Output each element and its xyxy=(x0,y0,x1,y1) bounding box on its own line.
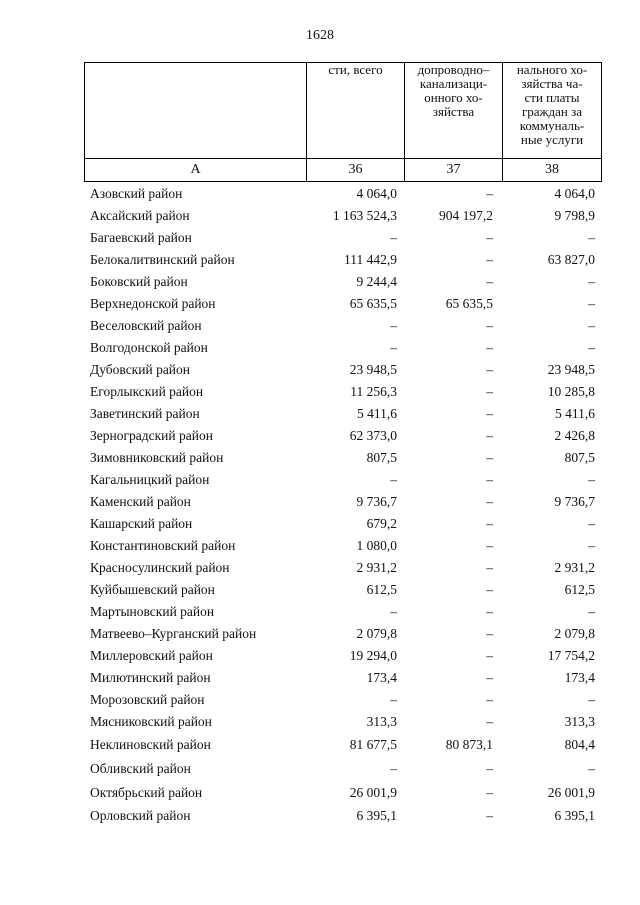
table-header xyxy=(84,62,602,182)
row-value-36: 9 736,7 xyxy=(356,494,397,509)
row-value-36: 173,4 xyxy=(366,670,397,685)
row-value-38: 63 827,0 xyxy=(547,252,595,267)
row-value-38: – xyxy=(588,538,595,553)
row-value-36: – xyxy=(390,472,397,487)
row-district-name: Веселовский район xyxy=(90,318,202,333)
table-row xyxy=(84,448,601,468)
row-district-name: Неклиновский район xyxy=(90,737,211,752)
row-value-36: 2 079,8 xyxy=(356,626,397,641)
row-value-38: 26 001,9 xyxy=(547,785,595,800)
header-num-36: 36 xyxy=(307,159,405,182)
table-row xyxy=(84,426,601,446)
row-district-name: Боковский район xyxy=(90,274,188,289)
row-value-36: 62 373,0 xyxy=(349,428,397,443)
row-value-38: – xyxy=(588,516,595,531)
header-num-a: А xyxy=(85,159,307,182)
row-value-38: 173,4 xyxy=(564,670,595,685)
row-value-36: 23 948,5 xyxy=(349,362,397,377)
table-row xyxy=(84,382,601,402)
row-district-name: Октябрьский район xyxy=(90,785,203,800)
row-value-36: 1 163 524,3 xyxy=(332,208,397,223)
table-row xyxy=(84,206,601,226)
row-value-38: 4 064,0 xyxy=(554,186,595,201)
row-district-name: Зимовниковский район xyxy=(90,450,224,465)
row-value-36: 65 635,5 xyxy=(349,296,397,311)
row-value-36: 19 294,0 xyxy=(349,648,397,663)
row-value-36: – xyxy=(390,604,397,619)
row-value-36: 679,2 xyxy=(366,516,397,531)
row-value-37: – xyxy=(486,692,493,707)
row-value-37: – xyxy=(486,604,493,619)
row-value-36: – xyxy=(390,340,397,355)
page-number: 1628 xyxy=(306,28,334,43)
row-value-38: – xyxy=(588,318,595,333)
row-value-36: – xyxy=(390,692,397,707)
row-value-37: – xyxy=(486,384,493,399)
table-row xyxy=(84,558,601,578)
row-value-36: – xyxy=(390,761,397,776)
table-row xyxy=(84,536,601,556)
table-row xyxy=(84,360,601,380)
row-value-38: 9 736,7 xyxy=(554,494,595,509)
row-district-name: Кашарский район xyxy=(90,516,193,531)
row-value-38: – xyxy=(588,604,595,619)
row-value-37: 80 873,1 xyxy=(445,737,493,752)
row-district-name: Зерноградский район xyxy=(90,428,213,443)
row-value-38: – xyxy=(588,340,595,355)
row-district-name: Обливский район xyxy=(90,761,191,776)
table-row xyxy=(84,316,601,336)
row-value-37: – xyxy=(486,808,493,823)
table-row xyxy=(84,759,601,779)
row-district-name: Матвеево–Курганский район xyxy=(90,626,257,641)
table-row xyxy=(84,624,601,644)
header-col-37: допроводно– канализаци- онного хо- зяйства xyxy=(405,63,503,159)
row-value-37: – xyxy=(486,186,493,201)
table-row xyxy=(84,712,601,732)
table-row xyxy=(84,735,601,755)
row-value-36: 111 442,9 xyxy=(344,252,397,267)
row-value-38: – xyxy=(588,274,595,289)
row-value-37: 65 635,5 xyxy=(445,296,493,311)
row-district-name: Мясниковский район xyxy=(90,714,212,729)
row-value-37: – xyxy=(486,538,493,553)
row-value-37: – xyxy=(486,494,493,509)
row-value-38: 10 285,8 xyxy=(547,384,595,399)
row-value-36: 81 677,5 xyxy=(349,737,397,752)
row-value-38: – xyxy=(588,692,595,707)
row-value-37: – xyxy=(486,516,493,531)
row-district-name: Заветинский район xyxy=(90,406,200,421)
row-value-38: 6 395,1 xyxy=(554,808,595,823)
row-value-37: – xyxy=(486,626,493,641)
row-district-name: Орловский район xyxy=(90,808,191,823)
table-row xyxy=(84,602,601,622)
row-value-37: – xyxy=(486,560,493,575)
row-district-name: Верхнедонской район xyxy=(90,296,216,311)
row-value-37: – xyxy=(486,318,493,333)
row-value-37: – xyxy=(486,648,493,663)
row-district-name: Дубовский район xyxy=(90,362,191,377)
row-value-36: 807,5 xyxy=(366,450,397,465)
row-value-37: – xyxy=(486,450,493,465)
row-district-name: Каменский район xyxy=(90,494,191,509)
row-value-38: 23 948,5 xyxy=(547,362,595,377)
row-district-name: Багаевский район xyxy=(90,230,192,245)
row-district-name: Куйбышевский район xyxy=(90,582,215,597)
table-row xyxy=(84,646,601,666)
row-district-name: Волгодонской район xyxy=(90,340,208,355)
header-col-name xyxy=(85,63,307,159)
row-district-name: Егорлыкский район xyxy=(90,384,204,399)
row-value-36: – xyxy=(390,230,397,245)
row-district-name: Аксайский район xyxy=(90,208,190,223)
row-district-name: Константиновский район xyxy=(90,538,236,553)
row-value-36: 612,5 xyxy=(366,582,397,597)
header-col-38: нального хо- зяйства ча- сти платы граждан за коммуналь- ные услуги xyxy=(503,63,602,159)
row-value-38: – xyxy=(588,230,595,245)
table-row xyxy=(84,184,601,204)
row-value-36: – xyxy=(390,318,397,333)
header-col-36: сти, всего xyxy=(307,63,405,159)
row-value-37: – xyxy=(486,582,493,597)
table-row xyxy=(84,690,601,710)
row-value-37: – xyxy=(486,340,493,355)
row-value-36: 11 256,3 xyxy=(350,384,397,399)
row-value-38: 5 411,6 xyxy=(555,406,595,421)
table-row xyxy=(84,404,601,424)
row-value-37: – xyxy=(486,472,493,487)
row-value-36: 26 001,9 xyxy=(349,785,397,800)
table-row xyxy=(84,492,601,512)
row-district-name: Милютинский район xyxy=(90,670,211,685)
row-value-38: 2 079,8 xyxy=(554,626,595,641)
row-value-38: 2 931,2 xyxy=(554,560,595,575)
row-value-38: – xyxy=(588,761,595,776)
table-row xyxy=(84,338,601,358)
row-value-38: 612,5 xyxy=(564,582,595,597)
table-row xyxy=(84,783,601,803)
table-row xyxy=(84,250,601,270)
table-row xyxy=(84,272,601,292)
row-value-36: 313,3 xyxy=(366,714,397,729)
row-value-36: 2 931,2 xyxy=(356,560,397,575)
row-district-name: Белокалитвинский район xyxy=(90,252,235,267)
row-value-36: 5 411,6 xyxy=(357,406,397,421)
table-row xyxy=(84,668,601,688)
row-value-37: 904 197,2 xyxy=(439,208,493,223)
row-district-name: Кагальницкий район xyxy=(90,472,210,487)
row-value-37: – xyxy=(486,761,493,776)
row-district-name: Красносулинский район xyxy=(90,560,230,575)
row-district-name: Морозовский район xyxy=(90,692,205,707)
row-district-name: Миллеровский район xyxy=(90,648,213,663)
row-district-name: Азовский район xyxy=(90,186,183,201)
table-row xyxy=(84,806,601,826)
row-value-38: – xyxy=(588,472,595,487)
row-value-37: – xyxy=(486,785,493,800)
table-row xyxy=(84,514,601,534)
header-num-38: 38 xyxy=(503,159,602,182)
table-row xyxy=(84,470,601,490)
row-value-37: – xyxy=(486,714,493,729)
row-value-38: 2 426,8 xyxy=(554,428,595,443)
row-value-37: – xyxy=(486,274,493,289)
row-value-38: 807,5 xyxy=(564,450,595,465)
row-value-38: 804,4 xyxy=(564,737,595,752)
row-value-38: 9 798,9 xyxy=(554,208,595,223)
row-value-36: 9 244,4 xyxy=(356,274,397,289)
row-value-37: – xyxy=(486,230,493,245)
row-value-36: 4 064,0 xyxy=(356,186,397,201)
header-num-37: 37 xyxy=(405,159,503,182)
row-value-38: – xyxy=(588,296,595,311)
table-row xyxy=(84,228,601,248)
row-district-name: Мартыновский район xyxy=(90,604,215,619)
table-row xyxy=(84,294,601,314)
row-value-36: 6 395,1 xyxy=(356,808,397,823)
row-value-38: 313,3 xyxy=(564,714,595,729)
table-row xyxy=(84,580,601,600)
row-value-37: – xyxy=(486,252,493,267)
row-value-37: – xyxy=(486,670,493,685)
row-value-37: – xyxy=(486,362,493,377)
row-value-36: 1 080,0 xyxy=(356,538,397,553)
row-value-37: – xyxy=(486,406,493,421)
row-value-37: – xyxy=(486,428,493,443)
row-value-38: 17 754,2 xyxy=(547,648,595,663)
